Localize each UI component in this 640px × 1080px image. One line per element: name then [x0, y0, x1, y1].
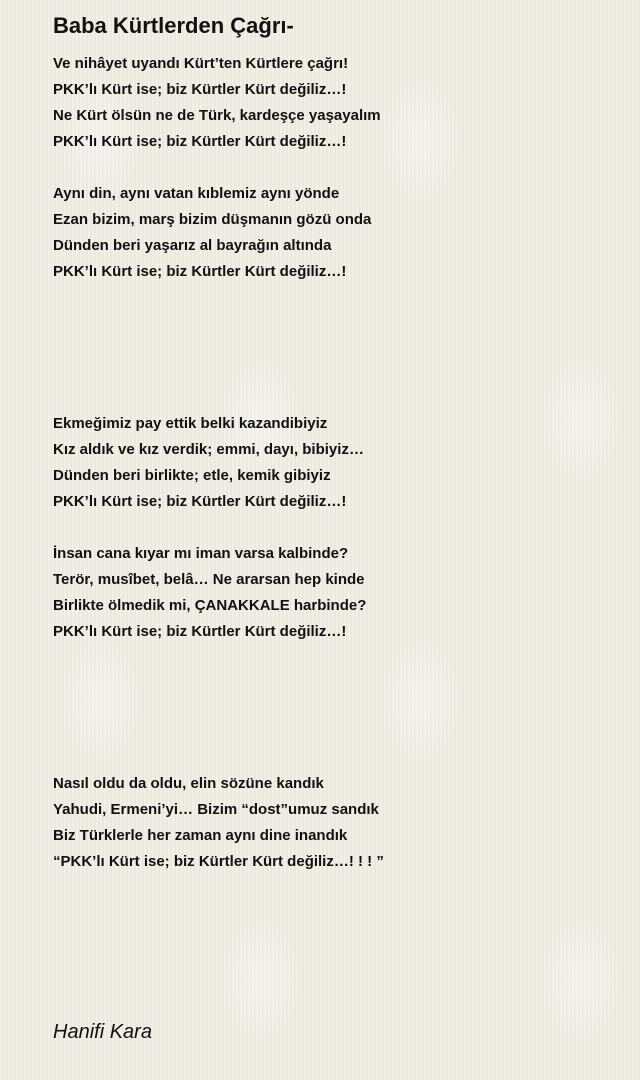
stanza-5 [53, 771, 613, 875]
poem-line: Dünden beri birlikte; etle, kemik gibiyiz [53, 467, 331, 484]
stanza-2 [53, 181, 613, 285]
poem-line: PKK’lı Kürt ise; biz Kürtler Kürt değiliz…! [53, 81, 347, 98]
poem-line: “PKK’lı Kürt ise; biz Kürtler Kürt değiliz…! ! ! ” [53, 853, 384, 870]
stanza-1 [53, 51, 613, 155]
poem-line: Ve nihâyet uyandı Kürt’ten Kürtlere çağrı! [53, 55, 349, 72]
poem-line: PKK’lı Kürt ise; biz Kürtler Kürt değiliz…! [53, 493, 347, 510]
stanza-3 [53, 411, 613, 515]
poem-line: Biz Türklerle her zaman aynı dine inandık [53, 827, 348, 844]
poem-title: Baba Kürtlerden Çağrı- [53, 13, 294, 38]
poem-line: Aynı din, aynı vatan kıblemiz aynı yönde [53, 185, 340, 202]
poem-line: PKK’lı Kürt ise; biz Kürtler Kürt değiliz…! [53, 133, 347, 150]
poem-line: Kız aldık ve kız verdik; emmi, dayı, bibiyiz… [53, 441, 364, 458]
poem-line: Yahudi, Ermeni’yi… Bizim “dost”umuz sandık [53, 801, 379, 818]
poem-line: Dünden beri yaşarız al bayrağın altında [53, 237, 332, 254]
poem-line: Ezan bizim, marş bizim düşmanın gözü onda [53, 211, 372, 228]
poem-line: PKK’lı Kürt ise; biz Kürtler Kürt değiliz…! [53, 263, 347, 280]
poem-author: Hanifi Kara [53, 1021, 152, 1043]
poem-line: Ekmeğimiz pay ettik belki kazandibiyiz [53, 415, 328, 432]
poem-line: İnsan cana kıyar mı iman varsa kalbinde? [53, 545, 349, 562]
poem-line: Ne Kürt ölsün ne de Türk, kardeşçe yaşayalım [53, 107, 381, 124]
stanza-4 [53, 541, 613, 645]
poem-line: Terör, musîbet, belâ… Ne ararsan hep kinde [53, 571, 365, 588]
poem-line: Birlikte ölmedik mi, ÇANAKKALE harbinde? [53, 597, 367, 614]
poem-line: Nasıl oldu da oldu, elin sözüne kandık [53, 775, 324, 792]
poem-line: PKK’lı Kürt ise; biz Kürtler Kürt değiliz…! [53, 623, 347, 640]
